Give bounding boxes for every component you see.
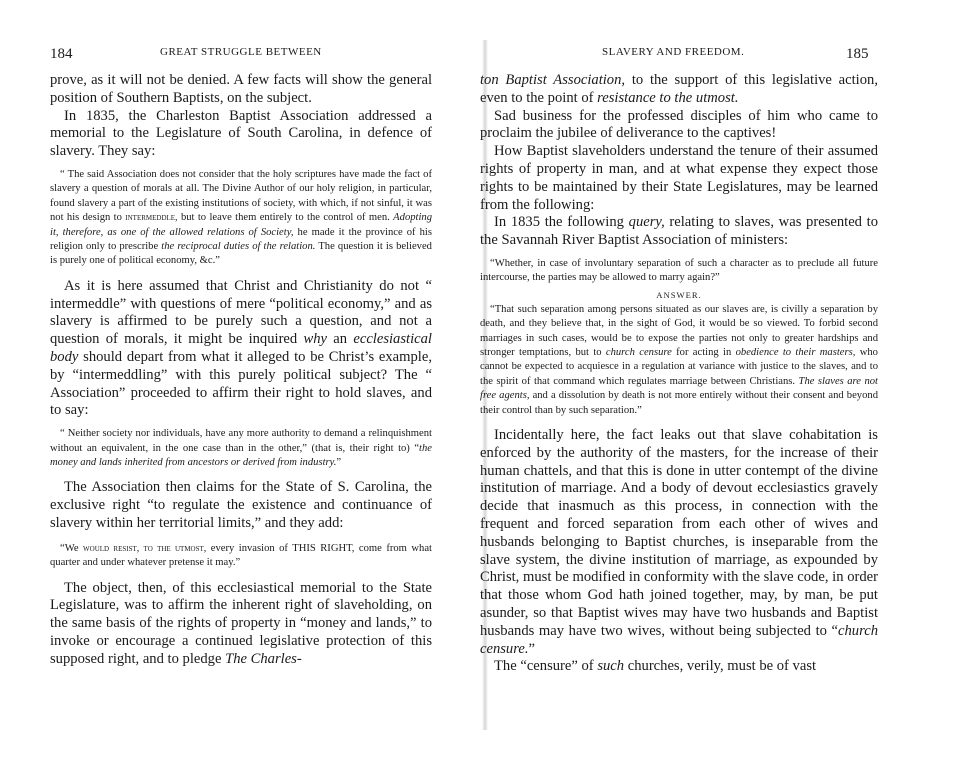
left-text-column bbox=[50, 72, 432, 669]
paragraph: Sad business for the professed disciples of him who came to proclaim the jubilee of deliverance to the captives! bbox=[480, 107, 878, 142]
paragraph: In 1835 the following query, relating to slaves, was presented to the Savannah River Baptist Association of ministers: bbox=[480, 214, 878, 249]
paragraph: How Baptist slaveholders understand the tenure of their assumed rights of property in man, and at what expense they expect those rights to be maintained by their State Legislatures, may be learned from the following: bbox=[480, 143, 878, 213]
left-page-number: 184 bbox=[50, 46, 73, 62]
block-quote: “We would resist, to the utmost, every invasion of THIS RIGHT, come from what quarter and under whatever pretense it may.” bbox=[50, 542, 432, 569]
block-quote: “That such separation among persons situated as our slaves are, is civilly a separation by death, and they believe that, in the sight of God, it would be so viewed. To forbid second marriages in such cases, would be to expose the parties not only to greater hardships and stronger temptations, but to church censure for acting in obedience to their masters, who cannot be expected to acquiesce in a regulation at variance with justice to the slaves, and to the spirit of that command which regulates marriage between Christians. The slaves are not free agents, and a dissolution by death is not more entirely without their consent and beyond their control than by such separation.” bbox=[480, 303, 878, 416]
paragraph: As it is here assumed that Christ and Christianity do not “ intermeddle” with questions of mere “political economy,” and as slavery is affirmed to be purely such a question, and not a question of morals, it might be inquired why an ecclesiastical body should depart from what it alleged to be Christ’s example, by “intermeddling” with this purely political subject? The “ Association” proceeded to affirm their right to hold slaves, and to say: bbox=[50, 277, 432, 419]
block-quote: “Whether, in case of involuntary separation of such a character as to preclude all future intercourse, the parties may be allowed to marry again?” bbox=[480, 257, 878, 284]
paragraph: ton Baptist Association, to the support of this legislative action, even to the point of resistance to the utmost. bbox=[480, 72, 878, 106]
right-text-column bbox=[480, 72, 878, 676]
paragraph: The object, then, of this ecclesiastical memorial to the State Legislature, was to affirm the inherent right of slaveholding, on the same basis of the rights of property in “money and lands,” to invoke or encourage a continued legislative protection of this supposed right, and to pledge The Charles- bbox=[50, 579, 432, 667]
paragraph: prove, as it will not be denied. A few facts will show the general position of Southern Baptists, on the subject. bbox=[50, 72, 432, 106]
paragraph: The Association then claims for the State of S. Carolina, the exclusive right “to regulate the existence and continuance of slavery within her territorial limits,” and they add: bbox=[50, 479, 432, 532]
right-running-head: SLAVERY AND FREEDOM. bbox=[602, 46, 745, 58]
right-page-number: 185 bbox=[846, 46, 869, 62]
paragraph: In 1835, the Charleston Baptist Association addressed a memorial to the Legislature of South Carolina, in defence of slavery. They say: bbox=[50, 107, 432, 160]
block-quote: “ Neither society nor individuals, have any more authority to demand a relinquishment without an equivalent, in the one case than in the other,” (that is, their right to) “the money and lands inherited from ancestors or derived from industry.” bbox=[50, 428, 432, 469]
answer-heading: ANSWER. bbox=[656, 289, 702, 300]
paragraph: The “censure” of such churches, verily, must be of vast bbox=[494, 658, 817, 675]
block-quote: “ The said Association does not consider that the holy scriptures have made the fact of slavery a question of morals at all. The Divine Author of our holy religion, in particular, found slavery a part of the existing institutions of society, with which, if not sinful, it was not his design to intermeddle, but to leave them entirely to the control of men. Adopting it, therefore, as one of the allowed relations of Society, he made it the province of his religion only to prescribe the reciprocal duties of the relation. The question it is believed is purely one of political economy, &c.” bbox=[50, 168, 433, 267]
left-running-head: GREAT STRUGGLE BETWEEN bbox=[160, 46, 322, 58]
paragraph: Incidentally here, the fact leaks out that slave cohabitation is enforced by the authority of the masters, for the increase of their human chattels, and that this is done in utter contempt of the divine institution of marriage. And a body of devout ecclesiastics gravely decide that inasmuch as this process, in connection with the frequent and forced separation from each other of wives and husbands belonging to Baptist churches, is inseparable from the slave system, the divine institution of marriage, as expounded by Christ, must be modified in conformity with the slave code, in order that those whom God hath joined together, may, by man, be put asunder, so that Baptist wives may have two husbands and Baptist husbands may have two wives, without being subjected to “church censure.” bbox=[480, 427, 878, 657]
